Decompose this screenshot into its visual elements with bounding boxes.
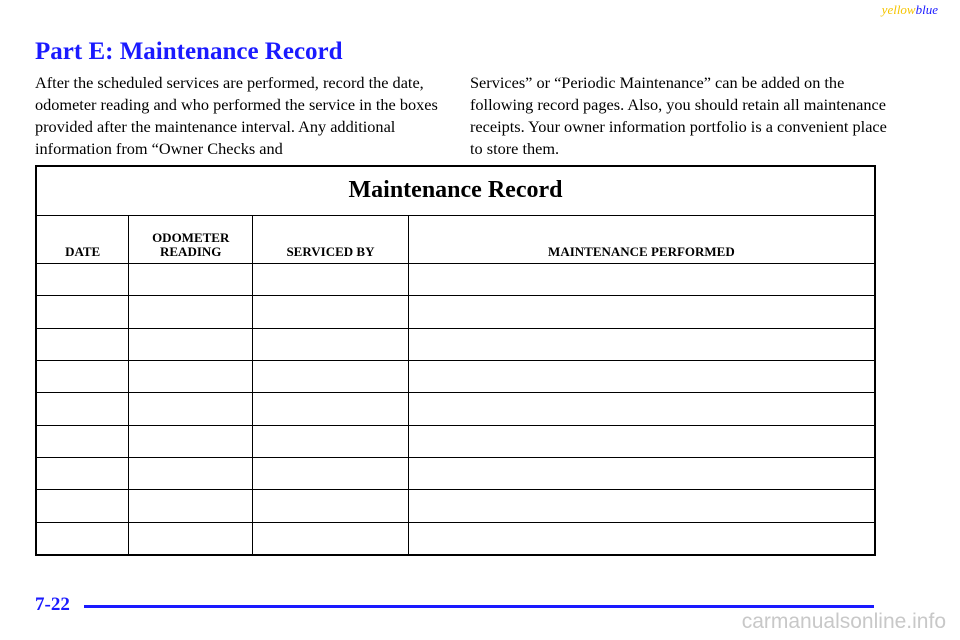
maintenance-cell [408,296,875,328]
date-cell [36,425,129,457]
maintenance-cell [408,425,875,457]
maintenance-cell [408,264,875,296]
odometer-cell [129,296,253,328]
intro-text-left: After the scheduled services are performed, record the date, odometer reading and who performed the service in the boxes provided after the maintenance interval. Any additional information from “Owner Checks and [35,73,438,158]
date-cell [36,264,129,296]
table-title-row [36,166,875,215]
date-cell [36,457,129,489]
maintenance-cell [408,490,875,522]
column-header-odometer-line1: ODOMETER [152,230,230,245]
color-proof-tag [882,2,938,18]
date-cell [36,360,129,392]
serviced-by-cell [253,457,409,489]
table-row [36,393,875,425]
section-title: Part E: Maintenance Record [35,38,343,65]
table-row [36,490,875,522]
table-title: Maintenance Record [36,166,875,215]
odometer-cell [129,360,253,392]
table-row [36,522,875,555]
maintenance-cell [408,522,875,555]
table-row [36,264,875,296]
maintenance-cell [408,457,875,489]
date-cell [36,490,129,522]
table-body [36,264,875,556]
column-header-odometer [129,215,253,264]
column-header-maintenance-performed: MAINTENANCE PERFORMED [408,215,875,264]
maintenance-record-table [35,165,876,556]
serviced-by-cell [253,490,409,522]
table-row [36,457,875,489]
odometer-cell [129,393,253,425]
odometer-cell [129,457,253,489]
maintenance-cell [408,393,875,425]
intro-text-right: Services” or “Periodic Maintenance” can be added on the following record pages. Also, you should retain all maintenance receipts. Your owner information portfolio is a convenient place to store them. [470,73,887,158]
serviced-by-cell [253,264,409,296]
odometer-cell [129,490,253,522]
table-row [36,425,875,457]
date-cell [36,328,129,360]
corner-tag-blue: blue [915,2,938,17]
table-row [36,328,875,360]
maintenance-cell [408,360,875,392]
odometer-cell [129,425,253,457]
date-cell [36,522,129,555]
date-cell [36,296,129,328]
table-row [36,360,875,392]
serviced-by-cell [253,425,409,457]
watermark: carmanualsonline.info [741,610,946,633]
serviced-by-cell [253,522,409,555]
column-header-serviced-by: SERVICED BY [253,215,409,264]
odometer-cell [129,328,253,360]
serviced-by-cell [253,296,409,328]
footer-rule [84,605,874,608]
serviced-by-cell [253,393,409,425]
column-header-odometer-line2: READING [160,244,222,259]
serviced-by-cell [253,328,409,360]
odometer-cell [129,264,253,296]
serviced-by-cell [253,360,409,392]
date-cell [36,393,129,425]
table-header-row [36,215,875,264]
page-number: 7-22 [35,594,70,615]
odometer-cell [129,522,253,555]
table-row [36,296,875,328]
corner-tag-yellow: yellow [881,2,916,17]
maintenance-cell [408,328,875,360]
column-header-date: DATE [36,215,129,264]
